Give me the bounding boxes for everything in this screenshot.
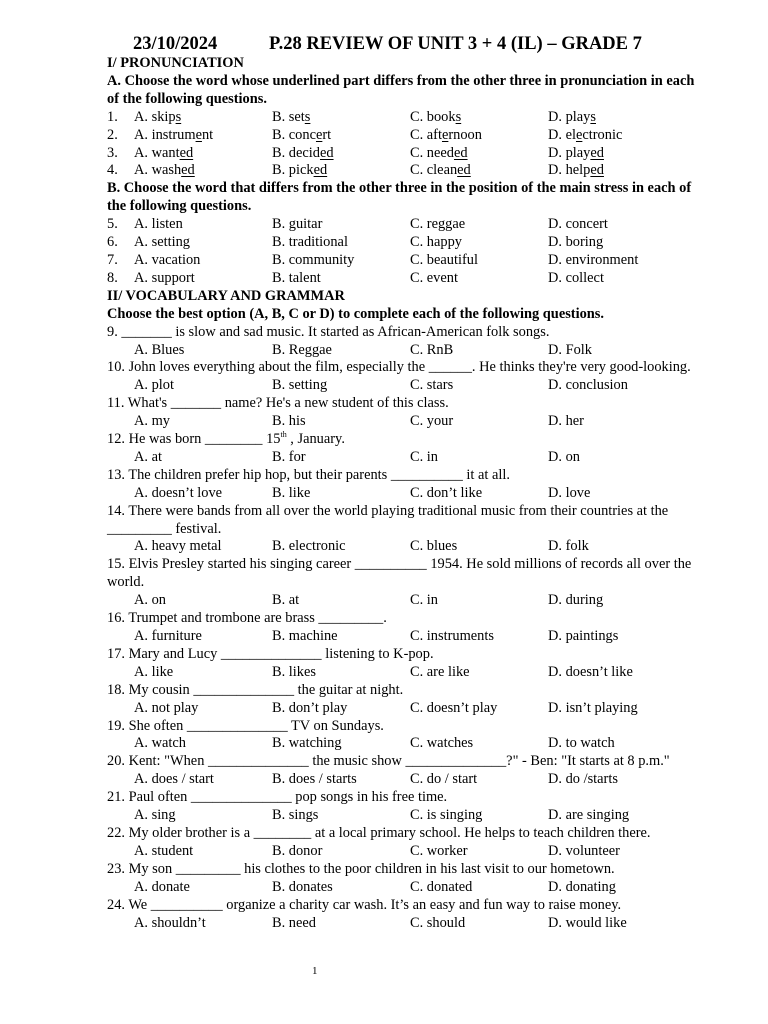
option-d: D. doesn’t like xyxy=(548,663,633,680)
option-c: C. blues xyxy=(410,538,458,555)
option-a: A. washed xyxy=(134,162,195,179)
option-c: C. your xyxy=(410,413,454,430)
option-c: C. event xyxy=(410,269,458,286)
option-d: D. folk xyxy=(548,538,589,555)
option-b: B. decided xyxy=(272,144,334,161)
question-1 xyxy=(107,109,707,127)
option-c: C. worker xyxy=(410,842,468,859)
option-b: B. need xyxy=(272,914,316,931)
option-d: D. volunteer xyxy=(548,842,620,859)
question-5 xyxy=(107,216,707,234)
question-19-stem: 19. She often ______________ TV on Sundays. xyxy=(107,717,384,734)
option-c: C. watches xyxy=(410,735,474,752)
question-3 xyxy=(107,145,707,163)
instruction-vocabulary: Choose the best option (A, B, C or D) to complete each of the following questions. xyxy=(107,305,604,322)
option-a: A. furniture xyxy=(134,628,202,644)
option-c: C. happy xyxy=(410,234,462,251)
section-heading-pronunciation: I/ PRONUNCIATION xyxy=(107,55,244,71)
option-b: B. for xyxy=(272,448,306,465)
question-12-stem: 12. He was born ________ 15th , January. xyxy=(107,430,345,448)
title-text: P.28 REVIEW OF UNIT 3 + 4 (IL) – GRADE 7 xyxy=(269,34,642,54)
option-b: B. traditional xyxy=(272,234,348,251)
option-a: A. wanted xyxy=(134,144,194,161)
question-number: 4. xyxy=(107,162,118,179)
option-b: B. machine xyxy=(272,628,338,644)
question-14-stem: 14. There were bands from all over the world playing traditional music from their countries at the _________ festival. xyxy=(107,502,669,537)
option-d: D. during xyxy=(548,592,604,609)
option-c: C. is singing xyxy=(410,807,483,824)
option-d: D. played xyxy=(548,144,604,161)
option-d: D. donating xyxy=(548,878,616,895)
question-14-options xyxy=(107,538,707,556)
question-23-options xyxy=(107,879,707,897)
option-b: B. community xyxy=(272,251,355,268)
option-b: B. his xyxy=(272,413,306,430)
option-b: B. don’t play xyxy=(272,699,348,716)
option-d: D. environment xyxy=(548,251,639,268)
option-c: C. are like xyxy=(410,663,470,680)
option-a: A. my xyxy=(134,413,170,430)
option-a: A. like xyxy=(134,663,174,680)
option-b: B. Reggae xyxy=(272,341,332,358)
option-a: A. watch xyxy=(134,735,186,752)
option-b: B. sings xyxy=(272,807,319,824)
option-d: D. would like xyxy=(548,914,627,931)
page-title xyxy=(133,33,707,55)
instruction-part-a: A. Choose the word whose underlined part differs from the other three in pronunciation in each of the following questions. xyxy=(107,72,695,107)
question-number: 7. xyxy=(107,251,118,268)
question-11-stem: 11. What's _______ name? He's a new student of this class. xyxy=(107,395,449,412)
question-4 xyxy=(107,162,707,180)
question-number: 5. xyxy=(107,216,118,233)
option-d: D. boring xyxy=(548,234,604,251)
option-b: B. picked xyxy=(272,162,328,179)
question-15-stem: 15. Elvis Presley started his singing career __________ 1954. He sold millions of records all over the world. xyxy=(107,556,692,591)
option-c: C. in xyxy=(410,592,438,609)
option-d: D. are singing xyxy=(548,807,630,824)
question-10-stem: 10. John loves everything about the film, especially the ______. He thinks they're very good-looking. xyxy=(107,359,691,376)
question-20-stem: 20. Kent: "When ______________ the music show ______________?" - Ben: "It starts at 8 p.m." xyxy=(107,753,670,770)
instruction-part-b: B. Choose the word that differs from the other three in the position of the main stress in each of the following questions. xyxy=(107,180,692,215)
option-b: B. donates xyxy=(272,878,333,895)
option-c: C. beautiful xyxy=(410,251,478,268)
question-16-options xyxy=(107,628,707,646)
question-number: 6. xyxy=(107,234,118,251)
option-a: A. donate xyxy=(134,878,190,895)
option-c: C. donated xyxy=(410,878,473,895)
option-c: C. books xyxy=(410,108,462,125)
option-d: D. electronic xyxy=(548,126,623,143)
option-a: A. heavy metal xyxy=(134,538,222,555)
option-d: D. Folk xyxy=(548,341,592,358)
option-b: B. donor xyxy=(272,842,323,859)
question-9-options xyxy=(107,342,707,360)
option-a: A. listen xyxy=(134,216,183,233)
question-18-stem: 18. My cousin ______________ the guitar at night. xyxy=(107,681,404,698)
question-number: 2. xyxy=(107,126,118,143)
worksheet-page xyxy=(107,33,707,932)
option-c: C. instruments xyxy=(410,628,494,644)
option-a: A. instrument xyxy=(134,126,214,143)
option-b: B. setting xyxy=(272,377,328,394)
option-d: D. collect xyxy=(548,269,604,286)
question-21-stem: 21. Paul often ______________ pop songs in his free time. xyxy=(107,789,448,806)
question-number: 3. xyxy=(107,144,118,161)
option-a: A. does / start xyxy=(134,771,214,788)
option-d: D. helped xyxy=(548,162,604,179)
option-d: D. do /starts xyxy=(548,771,618,788)
question-number: 8. xyxy=(107,269,118,286)
option-d: D. love xyxy=(548,484,591,501)
question-24-options xyxy=(107,915,707,933)
option-a: A. doesn’t love xyxy=(134,484,223,501)
option-a: A. shouldn’t xyxy=(134,914,206,931)
option-d: D. her xyxy=(548,413,584,430)
option-a: A. sing xyxy=(134,807,176,824)
option-a: A. student xyxy=(134,842,194,859)
option-c: C. afternoon xyxy=(410,126,482,143)
option-b: B. likes xyxy=(272,663,316,680)
option-a: A. at xyxy=(134,448,162,465)
option-a: A. skips xyxy=(134,108,182,125)
option-b: B. guitar xyxy=(272,216,323,233)
option-d: D. conclusion xyxy=(548,377,628,394)
question-9-stem: 9. _______ is slow and sad music. It started as African-American folk songs. xyxy=(107,323,550,340)
page-number: 1 xyxy=(312,965,318,977)
option-c: C. don’t like xyxy=(410,484,483,501)
option-d: D. on xyxy=(548,448,580,465)
question-21-options xyxy=(107,807,707,825)
option-b: B. sets xyxy=(272,108,311,125)
option-b: B. like xyxy=(272,484,311,501)
option-b: B. talent xyxy=(272,269,321,286)
question-19-options xyxy=(107,735,707,753)
date: 23/10/2024 xyxy=(133,34,218,54)
option-c: C. doesn’t play xyxy=(410,699,498,716)
option-a: A. setting xyxy=(134,234,190,251)
option-b: B. does / starts xyxy=(272,771,357,788)
option-c: C. do / start xyxy=(410,771,478,788)
question-number: 1. xyxy=(107,108,118,125)
option-c: C. reggae xyxy=(410,216,466,233)
question-15-options xyxy=(107,592,707,610)
question-13-stem: 13. The children prefer hip hop, but their parents __________ it at all. xyxy=(107,466,510,483)
option-a: A. support xyxy=(134,269,195,286)
question-10-options xyxy=(107,377,707,395)
question-2 xyxy=(107,127,707,145)
option-c: C. in xyxy=(410,448,438,465)
question-22-options xyxy=(107,843,707,861)
option-b: B. concert xyxy=(272,126,332,143)
question-6 xyxy=(107,234,707,252)
option-d: D. concert xyxy=(548,216,608,233)
option-a: A. not play xyxy=(134,699,199,716)
option-c: C. stars xyxy=(410,377,454,394)
option-d: D. paintings xyxy=(548,628,619,644)
section-heading-vocabulary-grammar: II/ VOCABULARY AND GRAMMAR xyxy=(107,287,345,304)
question-13-options xyxy=(107,485,707,503)
question-20-options xyxy=(107,771,707,789)
option-a: A. vacation xyxy=(134,251,201,268)
option-d: D. isn’t playing xyxy=(548,699,638,716)
question-18-options xyxy=(107,700,707,718)
question-17-stem: 17. Mary and Lucy ______________ listening to K-pop. xyxy=(107,645,434,662)
option-a: A. Blues xyxy=(134,341,185,358)
option-c: C. needed xyxy=(410,144,468,161)
question-7 xyxy=(107,252,707,270)
option-c: C. should xyxy=(410,914,466,931)
question-22-stem: 22. My older brother is a ________ at a local primary school. He helps to teach children there. xyxy=(107,824,651,841)
option-d: D. plays xyxy=(548,108,596,125)
option-b: B. electronic xyxy=(272,538,346,555)
question-17-options xyxy=(107,664,707,682)
question-11-options xyxy=(107,413,707,431)
option-d: D. to watch xyxy=(548,735,615,752)
option-a: A. plot xyxy=(134,377,174,394)
option-b: B. watching xyxy=(272,735,342,752)
question-24-stem: 24. We __________ organize a charity car wash. It’s an easy and fun way to raise money. xyxy=(107,896,622,913)
question-8 xyxy=(107,270,707,288)
option-c: C. RnB xyxy=(410,341,454,358)
option-b: B. at xyxy=(272,592,300,609)
question-12-options xyxy=(107,449,707,467)
option-a: A. on xyxy=(134,592,166,609)
question-23-stem: 23. My son _________ his clothes to the poor children in his last visit to our hometown. xyxy=(107,860,615,877)
option-c: C. cleaned xyxy=(410,162,471,179)
question-16-stem: 16. Trumpet and trombone are brass _________. xyxy=(107,610,387,627)
